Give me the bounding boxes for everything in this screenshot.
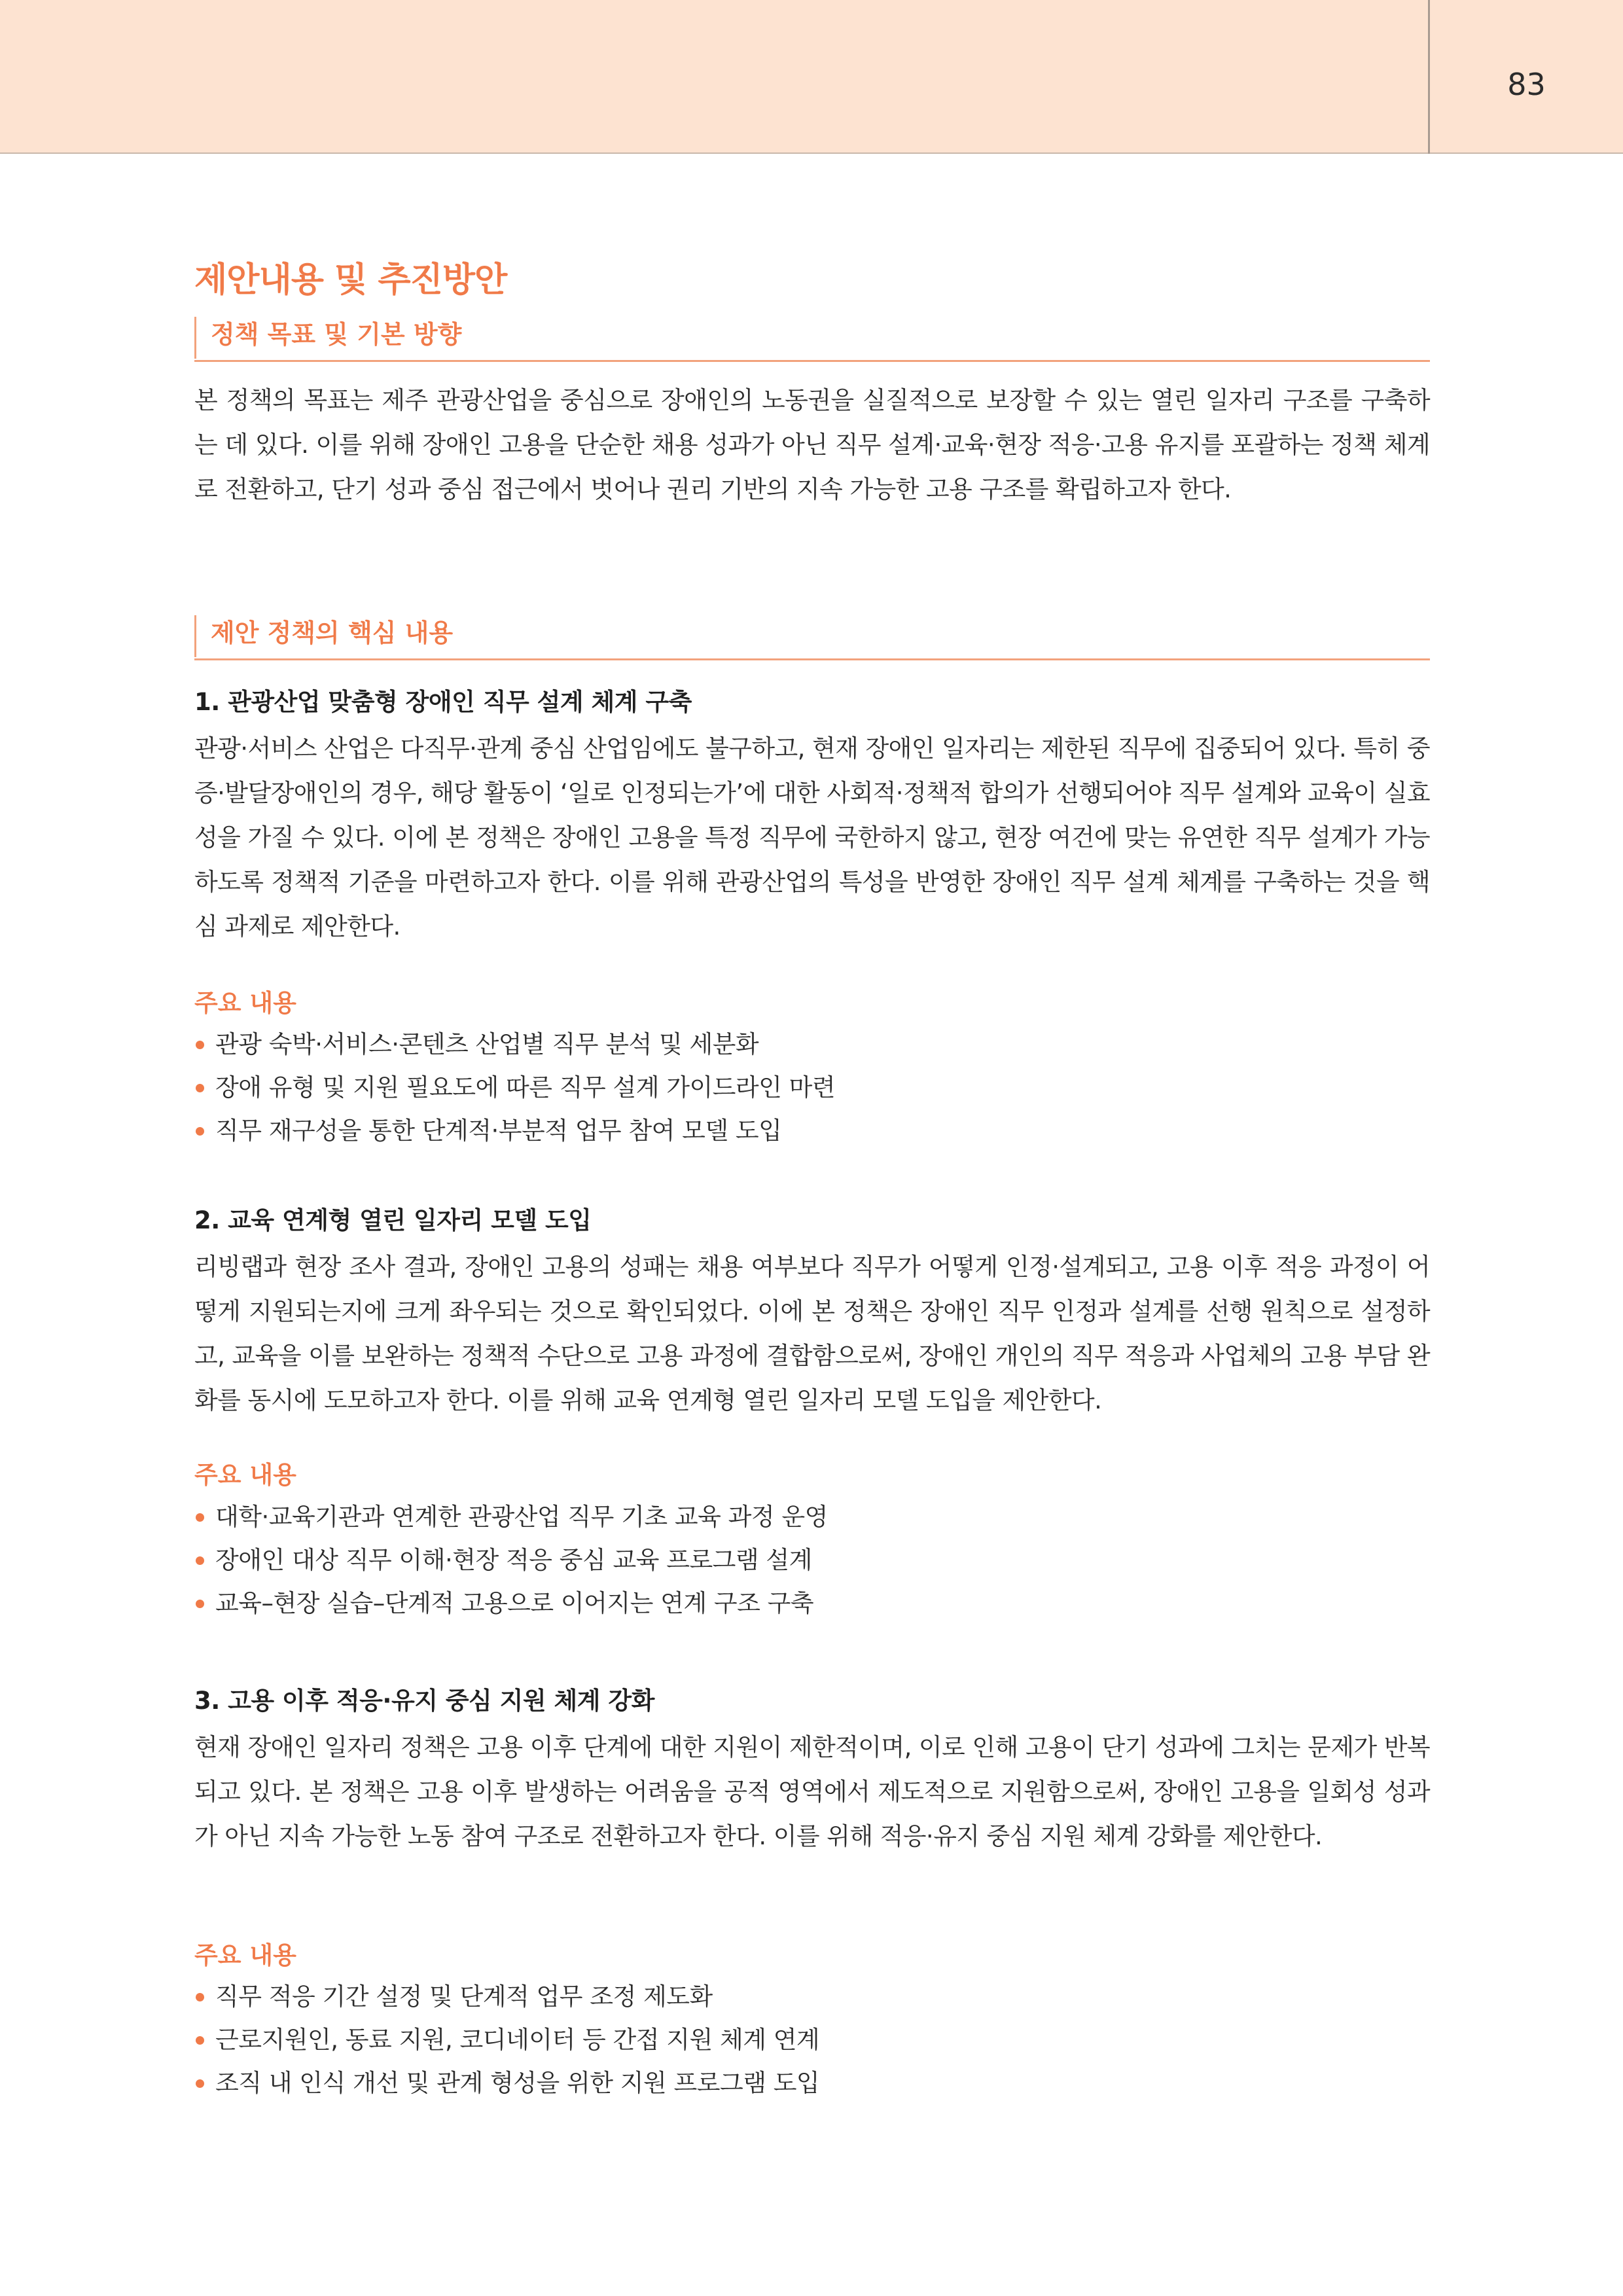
list-item: 근로지원인, 동료 지원, 코디네이터 등 간접 지원 체계 연계 (194, 2018, 819, 2062)
item-1-paragraph: 관광·서비스 산업은 다직무·관계 중심 산업임에도 불구하고, 현재 장애인 일자리는 제한된 직무에 집중되어 있다. 특히 중증·발달장애인의 경우, 해당 활동이 ‘일로 인정되는가’에 대한 사회적·정책적 합의가 선행되어야 직무 설계와 교육이 실효성을 가질 수 있다. 이에 본 정책은 장애인 고용을 특정 직무에 국한하지 않고, 현장 여건에 맞는 유연한 직무 설계가 가능하도록 정책적 기준을 마련하고자 한다. 이를 위해 관광산업의 특성을 반영한 장애인 직무 설계 체계를 구축하는 것을 핵심 과제로 제안한다. (194, 734, 1430, 941)
list-item: 관광 숙박·서비스·콘텐츠 산업별 직무 분석 및 세분화 (194, 1023, 835, 1066)
section-heading-text: 정책 목표 및 기본 방향 (211, 320, 462, 349)
list-item: 직무 적응 기간 설정 및 단계적 업무 조정 제도화 (194, 1975, 819, 2018)
list-item: 대학·교육기관과 연계한 관광산업 직무 기초 교육 과정 운영 (194, 1496, 828, 1539)
list-item: 장애인 대상 직무 이해·현장 적응 중심 교육 프로그램 설계 (194, 1539, 828, 1582)
bullet-dot-icon (196, 1993, 204, 2001)
header-band (0, 0, 1623, 154)
bullet-dot-icon (196, 1513, 204, 1522)
item-3-key-label: 주요 내용 (194, 1941, 296, 1969)
item-1-title: 1. 관광산업 맞춤형 장애인 직무 설계 체계 구축 (194, 688, 692, 716)
item-2-title: 2. 교육 연계형 열린 일자리 모델 도입 (194, 1206, 592, 1234)
list-item: 직무 재구성을 통한 단계적·부분적 업무 참여 모델 도입 (194, 1109, 835, 1153)
list-item: 장애 유형 및 지원 필요도에 따른 직무 설계 가이드라인 마련 (194, 1066, 835, 1109)
list-item: 조직 내 인식 개선 및 관계 형성을 위한 지원 프로그램 도입 (194, 2062, 819, 2105)
policy-goal-paragraph: 본 정책의 목표는 제주 관광산업을 중심으로 장애인의 노동권을 실질적으로 보장할 수 있는 열린 일자리 구조를 구축하는 데 있다. 이를 위해 장애인 고용을 단순한 채용 성과가 아닌 직무 설계·교육·현장 적응·고용 유지를 포괄하는 정책 체계로 전환하고, 단기 성과 중심 접근에서 벗어나 권리 기반의 지속 가능한 고용 구조를 확립하고자 한다. (194, 386, 1430, 503)
bullet-dot-icon (196, 1556, 204, 1565)
list-item: 교육–현장 실습–단계적 고용으로 이어지는 연계 구조 구축 (194, 1582, 828, 1625)
bullet-dot-icon (196, 1127, 204, 1136)
bullet-dot-icon (196, 1084, 204, 1092)
item-3-bullet-list (194, 1975, 819, 2105)
bullet-dot-icon (196, 2079, 204, 2088)
item-1-key-label: 주요 내용 (194, 989, 296, 1017)
bullet-dot-icon (196, 1041, 204, 1049)
section-heading-policy-goal (194, 313, 1430, 362)
item-2-bullet-list (194, 1496, 828, 1625)
item-2-key-label: 주요 내용 (194, 1461, 296, 1489)
page-title: 제안내용 및 추진방안 (194, 260, 507, 300)
bullet-dot-icon (196, 1600, 204, 1608)
section-heading-core-content (194, 611, 1430, 660)
page-number: 83 (1507, 67, 1546, 102)
bullet-dot-icon (196, 2036, 204, 2045)
item-1-bullet-list (194, 1023, 835, 1153)
item-3-title: 3. 고용 이후 적응·유지 중심 지원 체계 강화 (194, 1687, 654, 1715)
item-2-paragraph: 리빙랩과 현장 조사 결과, 장애인 고용의 성패는 채용 여부보다 직무가 어떻게 인정·설계되고, 고용 이후 적응 과정이 어떻게 지원되는지에 크게 좌우되는 것으로 확인되었다. 이에 본 정책은 장애인 직무 인정과 설계를 선행 원칙으로 설정하고, 교육을 이를 보완하는 정책적 수단으로 고용 과정에 결합함으로써, 장애인 개인의 직무 적응과 사업체의 고용 부담 완화를 동시에 도모하고자 한다. 이를 위해 교육 연계형 열린 일자리 모델 도입을 제안한다. (194, 1253, 1430, 1414)
section-heading-bar (194, 615, 196, 657)
item-3-paragraph: 현재 장애인 일자리 정책은 고용 이후 단계에 대한 지원이 제한적이며, 이로 인해 고용이 단기 성과에 그치는 문제가 반복되고 있다. 본 정책은 고용 이후 발생하는 어려움을 공적 영역에서 제도적으로 지원함으로써, 장애인 고용을 일회성 성과가 아닌 지속 가능한 노동 참여 구조로 전환하고자 한다. 이를 위해 적응·유지 중심 지원 체계 강화를 제안한다. (194, 1733, 1430, 1850)
section-heading-text: 제안 정책의 핵심 내용 (211, 619, 454, 647)
section-heading-bar (194, 317, 196, 359)
